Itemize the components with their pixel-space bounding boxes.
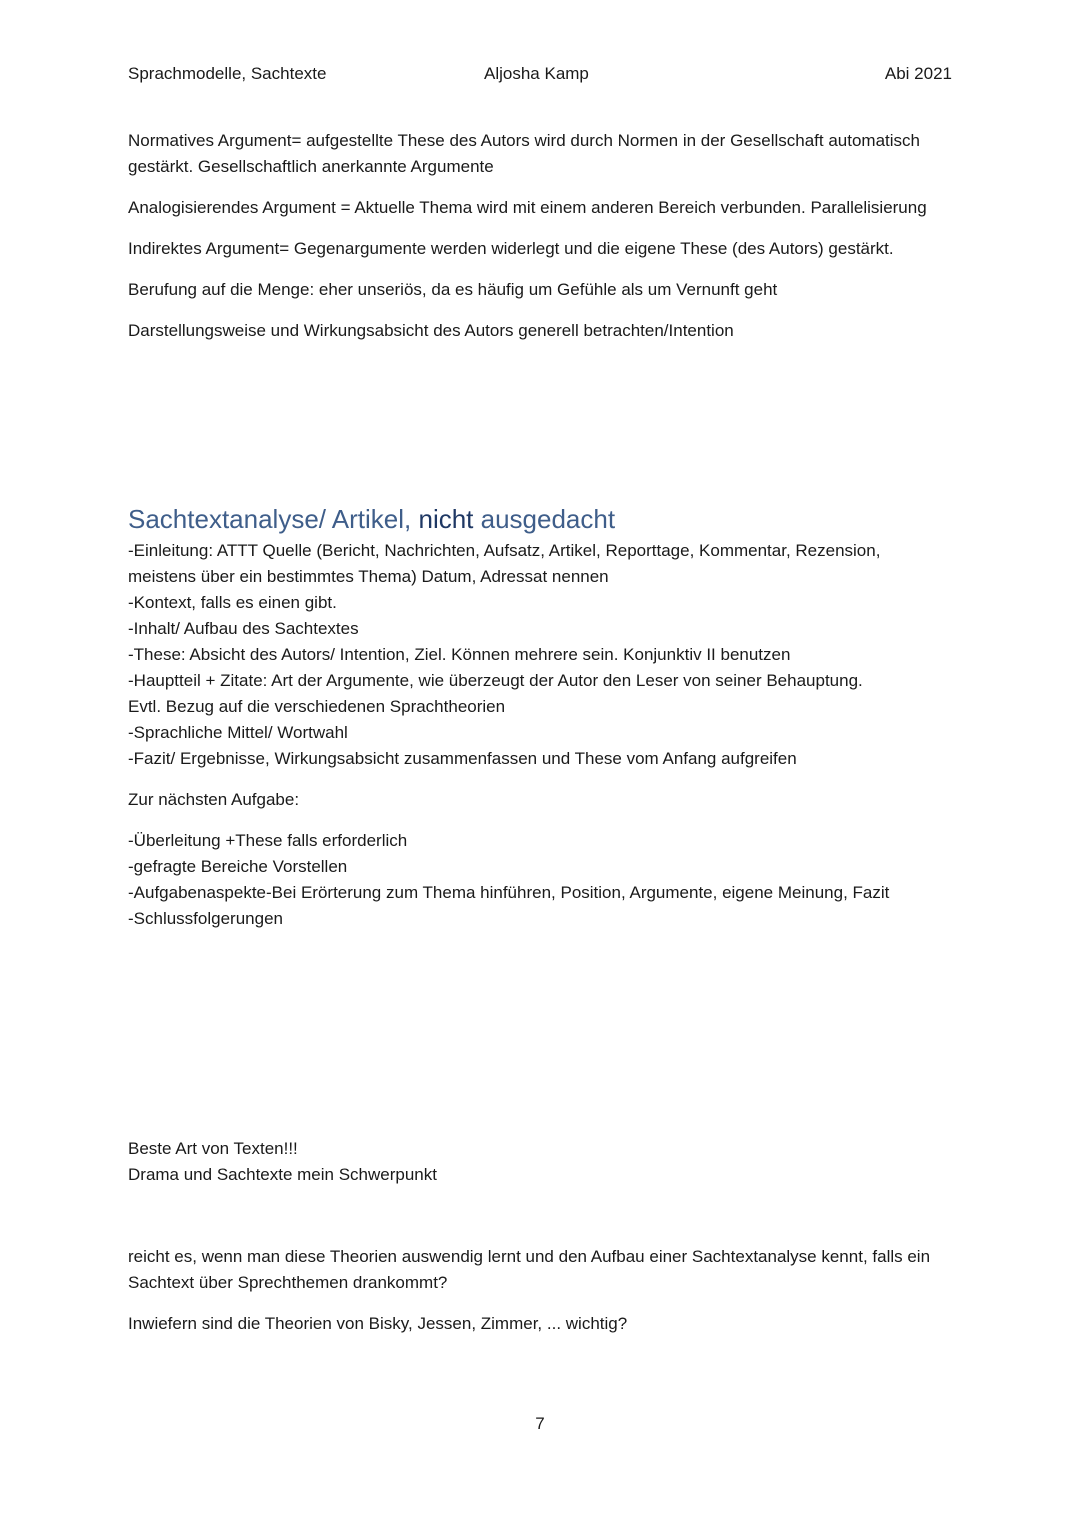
- section-heading: [128, 500, 615, 538]
- question-theories-importance: Inwiefern sind die Theorien von Bisky, Jessen, Zimmer, ... wichtig?: [128, 1314, 628, 1333]
- structure-line: -Kontext, falls es einen gibt.: [128, 593, 337, 612]
- structure-line: -These: Absicht des Autors/ Intention, Ziel. Können mehrere sein. Konjunktiv II benutzen: [128, 645, 791, 664]
- structure-line: meistens über ein bestimmtes Thema) Datum, Adressat nennen: [128, 567, 609, 586]
- next-task-line: -Überleitung +These falls erforderlich: [128, 831, 408, 850]
- structure-line: -Hauptteil + Zitate: Art der Argumente, wie überzeugt der Autor den Leser von seiner Behauptung.: [128, 671, 863, 690]
- structure-line: -Einleitung: ATTT Quelle (Bericht, Nachrichten, Aufsatz, Artikel, Reporttage, Kommentar, Rezension,: [128, 541, 881, 560]
- header-author: Aljosha Kamp: [484, 64, 589, 83]
- structure-line: -Inhalt/ Aufbau des Sachtextes: [128, 619, 359, 638]
- argument-types-list: [128, 128, 968, 359]
- argument-appeal-to-majority: Berufung auf die Menge: eher unseriös, da es häufig um Gefühle als um Vernunft geht: [128, 280, 778, 299]
- header-subject: Sprachmodelle, Sachtexte: [128, 64, 327, 83]
- structure-line: Evtl. Bezug auf die verschiedenen Sprachtheorien: [128, 697, 506, 716]
- analysis-structure: [128, 538, 968, 932]
- questions: [128, 1244, 968, 1352]
- next-task-line: -Aufgabenaspekte-Bei Erörterung zum Thema hinführen, Position, Argumente, eigene Meinung, Fazit: [128, 883, 890, 902]
- argument-analogizing: Analogisierendes Argument = Aktuelle Thema wird mit einem anderen Bereich verbunden. Parallelisierung: [128, 198, 927, 217]
- section-heading-emphasis: nicht: [418, 504, 474, 534]
- next-task-line: -gefragte Bereiche Vorstellen: [128, 857, 348, 876]
- structure-line: -Sprachliche Mittel/ Wortwahl: [128, 723, 348, 742]
- argument-indirect: Indirektes Argument= Gegenargumente werden widerlegt und die eigene These (des Autors) gestärkt.: [128, 239, 894, 258]
- next-task-line: -Schlussfolgerungen: [128, 909, 283, 928]
- argument-normative: Normatives Argument= aufgestellte These des Autors wird durch Normen in der Gesellschaft automatisch gestärkt. Gesellschaftlich anerkannte Argumente: [128, 131, 920, 176]
- section-heading-part2: ausgedacht: [473, 504, 616, 534]
- page-header: [128, 64, 952, 90]
- next-task-heading: Zur nächsten Aufgabe:: [128, 790, 300, 809]
- comment-line: Drama und Sachtexte mein Schwerpunkt: [128, 1165, 437, 1184]
- personal-comments: [128, 1136, 968, 1188]
- question-memorize-theories: reicht es, wenn man diese Theorien auswendig lernt und den Aufbau einer Sachtextanalyse kennt, falls ein Sachtext über Sprechthemen drankommt?: [128, 1247, 931, 1292]
- presentation-note: Darstellungsweise und Wirkungsabsicht des Autors generell betrachten/Intention: [128, 321, 734, 340]
- structure-line: -Fazit/ Ergebnisse, Wirkungsabsicht zusammenfassen und These vom Anfang aufgreifen: [128, 749, 797, 768]
- section-heading-part1: Sachtextanalyse/ Artikel,: [128, 504, 419, 534]
- comment-line: Beste Art von Texten!!!: [128, 1139, 298, 1158]
- page-number: 7: [535, 1414, 545, 1433]
- header-exam-year: Abi 2021: [884, 64, 952, 83]
